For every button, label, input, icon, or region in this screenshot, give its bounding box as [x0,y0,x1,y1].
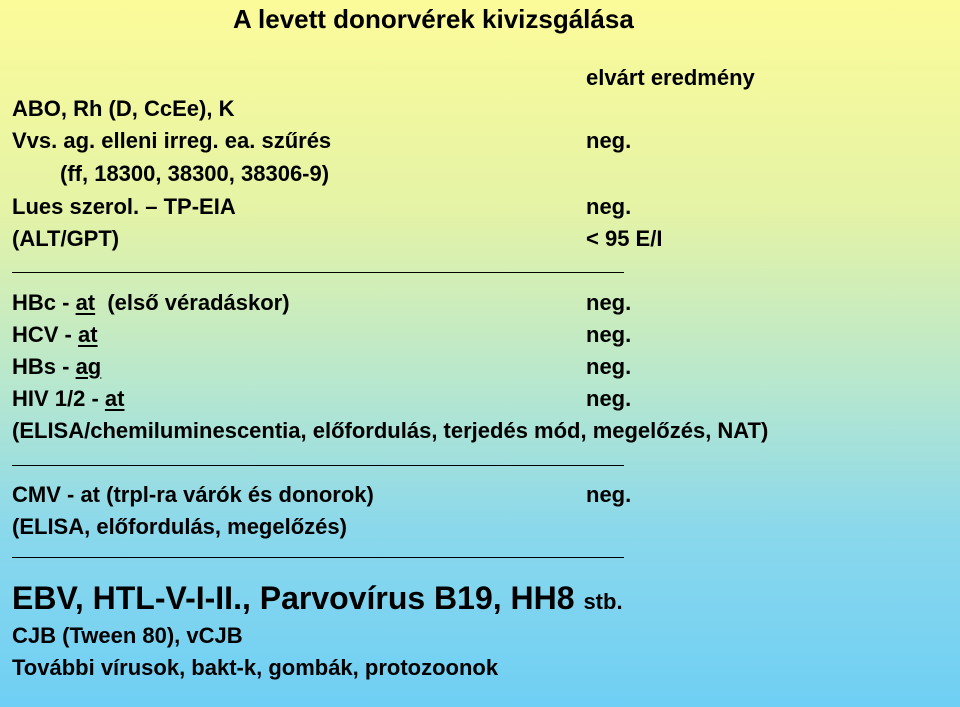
section3-note: (ELISA, előfordulás, megelőzés) [12,514,347,539]
lues-result: neg. [586,194,632,219]
divider-3 [12,557,624,558]
hcv-result: neg. [586,322,632,347]
alt-result: < 95 E/I [586,226,663,251]
section2-note: (ELISA/chemiluminescentia, előfordulás, terjedés mód, megelőzés, NAT) [12,418,769,443]
cmv-label: CMV - at (trpl-ra várók és donorok) [12,482,374,507]
antibody-screen-label: Vvs. ag. elleni irreg. ea. szűrés [12,128,332,153]
cmv-result: neg. [586,482,632,507]
antibody-screen-result: neg. [586,128,632,153]
expected-result-header: elvárt eredmény [586,65,755,90]
hiv-label: HIV 1/2 - at [12,386,125,411]
cjb-row: CJB (Tween 80), vCJB [12,623,243,648]
divider-1 [12,272,624,273]
hiv-result: neg. [586,386,632,411]
hbc-label: HBc - at (első véradáskor) [12,290,290,315]
page-title: A levett donorvérek kivizsgálása [233,4,634,34]
lues-label: Lues szerol. – TP-EIA [12,194,236,219]
hbs-label: HBs - ag [12,354,102,379]
other-viruses-heading: EBV, HTL-V-I-II., Parvovírus B19, HH8 stb. [12,580,623,616]
hbs-result: neg. [586,354,632,379]
further-pathogens-row: További vírusok, bakt-k, gombák, protozoonok [12,655,499,680]
alt-label: (ALT/GPT) [12,226,120,251]
hbc-result: neg. [586,290,632,315]
divider-2 [12,465,624,466]
hcv-label: HCV - at [12,322,98,347]
antibody-screen-codes: (ff, 18300, 38300, 38306-9) [60,161,330,186]
blood-group-row: ABO, Rh (D, CcEe), K [12,96,235,121]
